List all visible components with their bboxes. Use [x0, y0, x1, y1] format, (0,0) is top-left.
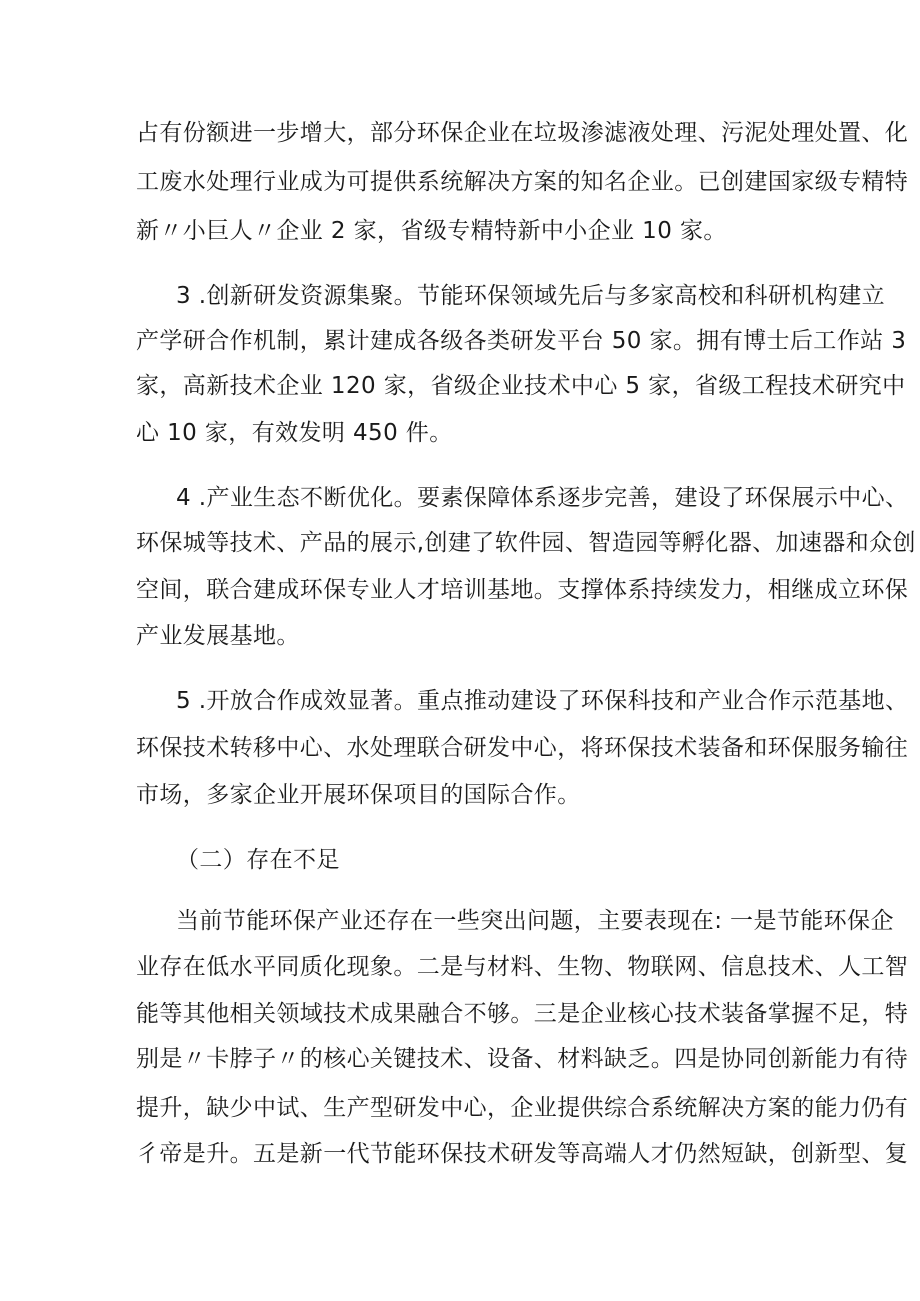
text-line: 心 10 家，有效发明 450 件。: [136, 420, 453, 446]
text-line: 4 .产业生态不断优化。要素保障体系逐步完善，建设了环保展示中心、: [176, 485, 909, 511]
text-line: 产业发展基地。: [136, 623, 300, 649]
text-line: 占有份额进一步增大，部分环保企业在垃圾渗滤液处理、污泥处理处置、化: [136, 120, 909, 146]
text-line: 环保城等技术、产品的展示,创建了软件园、智造园等孵化器、加速器和众创: [136, 530, 916, 556]
text-line: 3 .创新研发资源集聚。节能环保领域先后与多家高校和科研机构建立: [176, 283, 886, 309]
text-line: 工废水处理行业成为可提供系统解决方案的知名企业。已创建国家级专精特: [136, 169, 909, 195]
text-line: 别是〃卡脖子〃的核心关键技术、设备、材料缺乏。四是协同创新能力有待: [136, 1046, 909, 1072]
text-line: 新〃小巨人〃企业 2 家，省级专精特新中小企业 10 家。: [136, 218, 727, 244]
text-line: 当前节能环保产业还存在一些突出问题，主要表现在: 一是节能环保企: [176, 908, 894, 934]
text-line: 家，高新技术企业 120 家，省级企业技术中心 5 家，省级工程技术研究中: [136, 373, 906, 399]
text-line: 彳帝是升。五是新一代节能环保技术研发等高端人才仍然短缺，创新型、复: [136, 1141, 909, 1167]
text-line: 5 .开放合作成效显著。重点推动建设了环保科技和产业合作示范基地、: [176, 688, 909, 714]
text-line: 市场，多家企业开展环保项目的国际合作。: [136, 782, 581, 808]
text-line: 能等其他相关领域技术成果融合不够。三是企业核心技术装备掌握不足，特: [136, 1001, 909, 1027]
text-line: 空间，联合建成环保专业人才培训基地。支撑体系持续发力，相继成立环保: [136, 577, 909, 603]
text-line: 业存在低水平同质化现象。二是与材料、生物、物联网、信息技术、人工智: [136, 954, 909, 980]
text-line: 产学研合作机制，累计建成各级各类研发平台 50 家。拥有博士后工作站 3: [136, 328, 907, 354]
text-line: 提升，缺少中试、生产型研发中心，企业提供综合系统解决方案的能力仍有: [136, 1095, 909, 1121]
text-line: 环保技术转移中心、水处理联合研发中心，将环保技术装备和环保服务输往: [136, 735, 909, 761]
section-heading: （二）存在不足: [176, 847, 340, 873]
